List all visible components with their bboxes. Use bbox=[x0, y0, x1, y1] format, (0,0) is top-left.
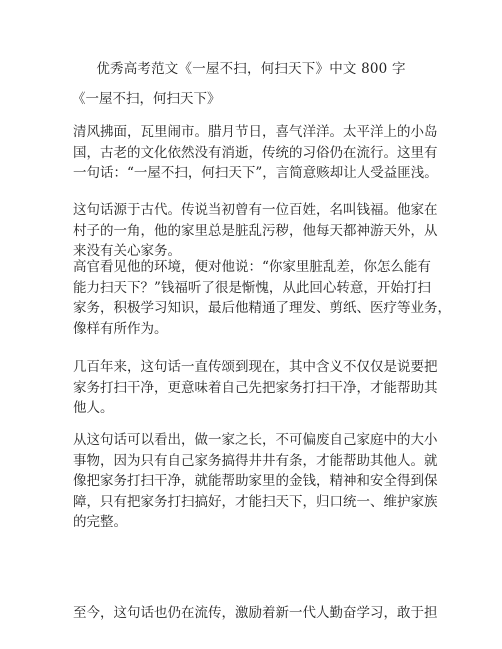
paragraph-line: 几百年来，这句话一直传颂到现在，其中含义不仅仅是说要把 bbox=[73, 359, 438, 375]
paragraph-2 bbox=[73, 200, 438, 262]
paragraph-line: 家务打扫干净，更意味着自己先把家务打扫干净，才能帮助其 bbox=[73, 379, 438, 396]
paragraph-line: 从这句话可以看出，做一家之长，不可偏废自己家庭中的大小 bbox=[73, 432, 438, 448]
paragraph-line: 一句话：“一屋不扫，何扫天下”，言简意赅却让人受益匪浅。 bbox=[73, 165, 438, 181]
paragraph-line: 事物，因为只有自己家务搞得井井有条，才能帮助其他人。就 bbox=[73, 452, 438, 469]
paragraph-line: 国，古老的文化依然没有消逝，传统的习俗仍在流行。这里有 bbox=[73, 144, 438, 161]
paragraph-line: 来没有关心家务。 bbox=[73, 243, 181, 259]
paragraph-line: 至今，这句话也仍在流传，激励着新一代人勤奋学习，敢于担 bbox=[73, 605, 438, 621]
paragraph-4 bbox=[73, 357, 438, 419]
paragraph-line: 他人。 bbox=[73, 400, 114, 416]
paragraph-line: 家务，积极学习知识，最后他精通了理发、剪纸、医疗等业务， bbox=[73, 300, 451, 316]
paragraph-1 bbox=[73, 122, 438, 184]
essay-subtitle: 《一屋不扫，何扫天下》 bbox=[72, 91, 221, 107]
paragraph-line: 像把家务打扫干净，就能帮助家里的金钱，精神和安全得到保 bbox=[73, 473, 438, 489]
paragraph-3 bbox=[73, 257, 451, 339]
paragraph-line: 像样有所作为。 bbox=[73, 320, 168, 337]
paragraph-line: 能力扫天下？”钱福听了很是惭愧，从此回心转意，开始打扫 bbox=[73, 279, 431, 296]
paragraph-line: 村子的一角，他的家里总是脏乱污秽，他每天都神游天外，从 bbox=[73, 222, 438, 239]
document-title: 优秀高考范文《一屋不扫，何扫天下》中文 800 字 bbox=[96, 61, 406, 77]
paragraph-line: 的完整。 bbox=[73, 514, 127, 530]
paragraph-line: 高官看见他的环境，便对他说：“你家里脏乱差，你怎么能有 bbox=[73, 259, 431, 275]
paragraph-6 bbox=[73, 603, 438, 624]
paragraph-line: 清风拂面，瓦里闹市。腊月节日，喜气洋洋。太平洋上的小岛 bbox=[73, 124, 438, 140]
paragraph-line: 这句话源于古代。传说当初曾有一位百姓，名叫钱福。他家在 bbox=[73, 202, 438, 218]
paragraph-line: 障，只有把家务打扫搞好，才能扫天下，归口统一、维护家族 bbox=[73, 493, 438, 510]
paragraph-5 bbox=[73, 430, 438, 533]
